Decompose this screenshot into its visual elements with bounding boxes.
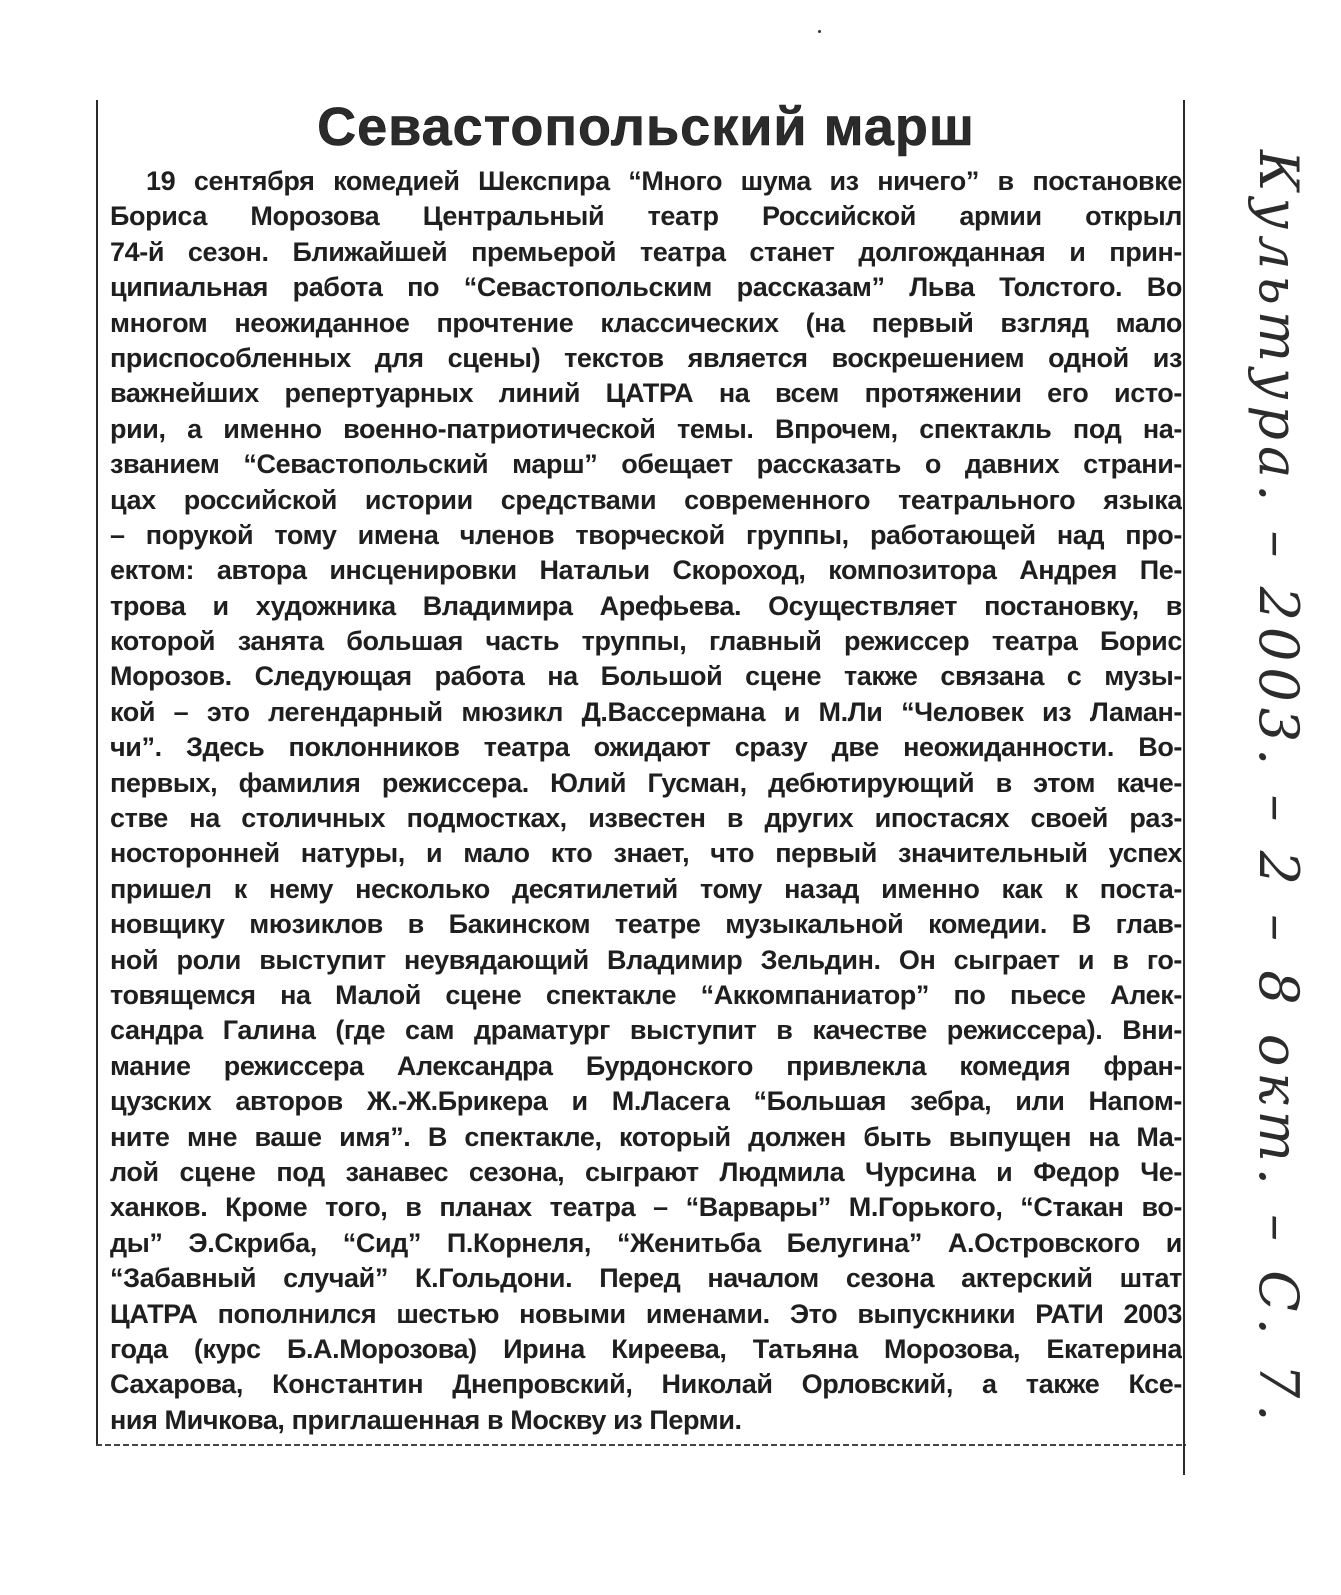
article-line: 19 сентября комедией Шекспира “Много шума из ничего” в постановке — [146, 166, 1182, 196]
article-line: которой занята большая часть труппы, главный режиссер театра Борис — [110, 626, 1182, 657]
article-line: стве на столичных подмостках, известен в других ипостасях своей раз- — [110, 803, 1182, 834]
article-line: лой сцене под занавес сезона, сыграют Людмила Чурсина и Федор Че- — [110, 1156, 1182, 1187]
newspaper-article — [110, 92, 1182, 1438]
article-body — [110, 164, 1182, 1438]
article-line: цах российской истории средствами современного театрального языка — [110, 484, 1182, 515]
article-line: трова и художника Владимира Арефьева. Осуществляет постановку, в — [110, 590, 1182, 621]
article-title: Севастопольский марш — [317, 97, 975, 157]
article-line: ханков. Кроме того, в планах театра – “Варвары” М.Горького, “Стакан во- — [110, 1192, 1182, 1223]
article-line: цузских авторов Ж.-Ж.Брикера и М.Ласега “Большая зебра, или Напом- — [110, 1086, 1182, 1117]
article-line: сандра Галина (где сам драматург выступит в качестве режиссера). Вни- — [110, 1015, 1182, 1046]
article-line: ния Мичкова, приглашенная в Москву из Перми. — [110, 1404, 742, 1435]
article-line: пришел к нему несколько десятилетий тому назад именно как к поста- — [110, 873, 1182, 904]
article-line: рии, а именно военно-патриотической темы. Впрочем, спектакль под на- — [110, 413, 1182, 444]
article-line: Морозов. Следующая работа на Большой сцене также связана с музы- — [110, 661, 1182, 692]
clipping-border-left — [96, 100, 98, 1445]
article-line: – порукой тому имена членов творческой группы, работающей над про- — [110, 519, 1182, 550]
article-line: Сахарова, Константин Днепровский, Николай Орловский, а также Ксе- — [110, 1369, 1182, 1400]
clipping-border-bottom — [96, 1444, 1186, 1446]
article-line: “Забавный случай” К.Гольдони. Перед началом сезона актерский штат — [110, 1263, 1182, 1294]
article-line: Бориса Морозова Центральный театр Российской армии открыл — [110, 201, 1182, 232]
article-line: званием “Севастопольский марш” обещает рассказать о давних страни- — [110, 449, 1182, 480]
article-line: ной роли выступит неувядающий Владимир Зельдин. Он сыграет и в го- — [110, 944, 1182, 975]
article-line: новщику мюзиклов в Бакинском театре музыкальной комедии. В глав- — [110, 909, 1182, 940]
article-line: чи”. Здесь поклонников театра ожидают сразу две неожиданности. Во- — [110, 732, 1182, 763]
article-line: мание режиссера Александра Бурдонского привлекла комедия фран- — [110, 1050, 1182, 1081]
article-line: товящемся на Малой сцене спектакле “Аккомпаниатор” по пьесе Алек- — [110, 979, 1182, 1010]
article-line: кой – это легендарный мюзикл Д.Вассермана и М.Ли “Человек из Ламан- — [110, 696, 1182, 727]
article-line: многом неожиданное прочтение классических (на первый взгляд мало — [110, 307, 1182, 338]
article-line: ципиальная работа по “Севастопольским рассказам” Льва Толстого. Во — [110, 272, 1182, 303]
scan-speck — [818, 30, 821, 33]
article-line: ды” Э.Скриба, “Сид” П.Корнеля, “Женитьба Белугина” А.Островского и — [110, 1227, 1182, 1258]
article-line: 74-й сезон. Ближайшей премьерой театра станет долгожданная и прин- — [110, 236, 1182, 267]
handwritten-source-note — [1247, 150, 1322, 1450]
article-line: ектом: автора инсценировки Натальи Скороход, композитора Андрея Пе- — [110, 555, 1182, 586]
clipping-border-right — [1183, 100, 1185, 1475]
article-line: ните мне ваше имя”. В спектакле, который должен быть выпущен на Ма- — [110, 1121, 1182, 1152]
article-line: года (курс Б.А.Морозова) Ирина Киреева, Татьяна Морозова, Екатерина — [110, 1333, 1182, 1364]
article-line: ЦАТРА пополнился шестью новыми именами. Это выпускники РАТИ 2003 — [110, 1298, 1182, 1329]
article-line: важнейших репертуарных линий ЦАТРА на всем протяжении его исто- — [110, 378, 1182, 409]
article-line: носторонней натуры, и мало кто знает, что первый значительный успех — [110, 838, 1182, 869]
article-line: приспособленных для сцены) текстов является воскрешением одной из — [110, 342, 1182, 373]
handwritten-note-text: Культура. – 2003. – 2 – 8 окт. – С. 7. — [1247, 150, 1310, 1428]
article-line: первых, фамилия режиссера. Юлий Гусман, дебютирующий в этом каче- — [110, 767, 1182, 798]
